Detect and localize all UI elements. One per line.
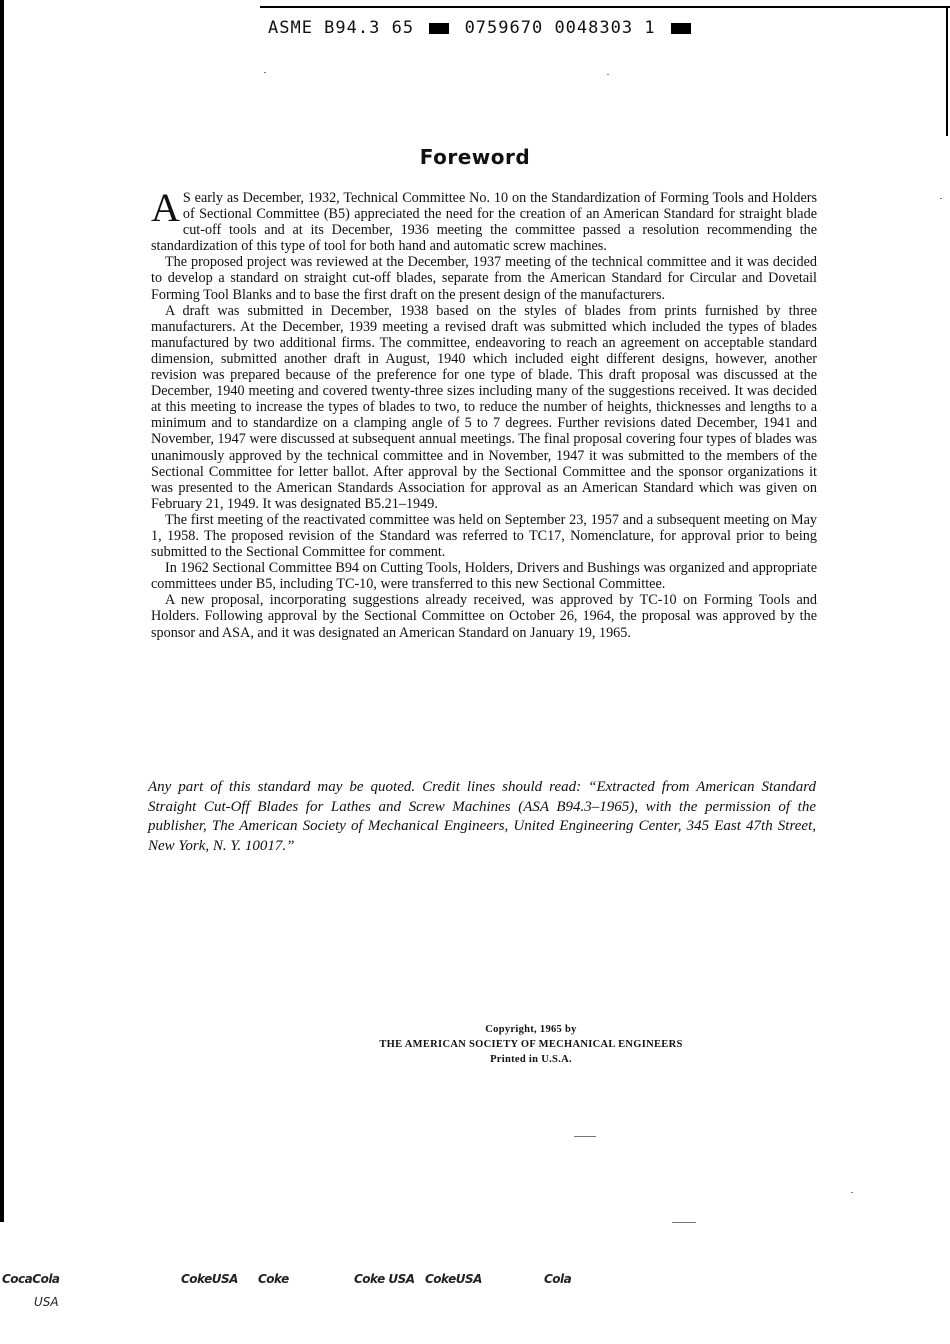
scan-right-rule xyxy=(946,6,948,136)
watermark-item: Cola xyxy=(544,1272,572,1286)
copyright-block xyxy=(250,1022,812,1067)
copyright-line: Copyright, 1965 by xyxy=(485,1024,577,1035)
drop-cap: A xyxy=(151,185,180,230)
document-code-header xyxy=(268,18,695,38)
paragraph-1-text: S early as December, 1932, Technical Committee No. 10 on the Standardization of Forming Tools and Holders of Sectional Committee (B5) appreciated the need for the creation of an American Standard for straight blade cut-off tools and at its December, 1936 meeting the committee passed a resolution recommending the standardization of this type of tool for both hand and automatic screw machines. xyxy=(151,190,817,255)
printed-line: Printed in U.S.A. xyxy=(490,1054,572,1065)
paragraph-4: The first meeting of the reactivated committee was held on September 23, 1957 and a subsequent meeting on May 1, 1958. The proposed revision of the Standard was referred to TC17, Nomenclature, for approval prior to being submitted to the Sectional Committee for comment. xyxy=(151,511,817,561)
watermark-item: CokeUSA xyxy=(425,1272,482,1286)
header-code-part2: 0759670 0048303 1 xyxy=(464,18,656,38)
header-code-part1: ASME B94.3 65 xyxy=(268,18,415,38)
quotation-permission-note: Any part of this standard may be quoted. Credit lines should read: “Extracted from American Standard Straight Cut-Off Blades for Lathes and Screw Machines (ASA B94.3–1965), with the permission of the publisher, The American Society of Mechanical Engineers, United Engineering Center, 345 East 47th Street, New York, N. Y. 10017.” xyxy=(148,779,816,854)
paragraph-2: The proposed project was reviewed at the December, 1937 meeting of the technical committee and it was decided to develop a standard on straight cut-off blades, separate from the American Standard for Circular and Dovetail Forming Tool Blanks and to base the first draft on the present design of the manufacturers. xyxy=(151,254,817,303)
black-block-mark-end xyxy=(671,23,691,34)
foreword-body xyxy=(151,185,817,641)
page-title: Foreword xyxy=(419,145,531,169)
scan-speck xyxy=(672,1222,696,1223)
publisher-line: THE AMERICAN SOCIETY OF MECHANICAL ENGINEERS xyxy=(379,1039,683,1050)
scan-speck xyxy=(940,198,942,199)
scan-speck xyxy=(574,1136,596,1137)
paragraph-6: A new proposal, incorporating suggestions already received, was approved by TC-10 on Forming Tools and Holders. Following approval by the Sectional Committee on October 26, 1964, the proposal was approved by the sponsor and ASA, and it was designated an American Standard on January 19, 1965. xyxy=(151,592,817,641)
scan-speck xyxy=(264,72,266,73)
watermark-usa: USA xyxy=(34,1295,59,1309)
scan-speck xyxy=(851,1192,853,1193)
watermark-item: CokeUSA xyxy=(181,1272,238,1286)
scan-left-edge xyxy=(0,0,4,1222)
scan-speck xyxy=(607,74,609,75)
watermark-item: Coke USA xyxy=(354,1272,415,1286)
paragraph-1 xyxy=(151,185,817,255)
watermark-item: Coke xyxy=(258,1272,289,1286)
scan-top-rule xyxy=(260,6,950,8)
paragraph-5: In 1962 Sectional Committee B94 on Cutting Tools, Holders, Drivers and Bushings was organized and appropriate committees under B5, including TC-10, were transferred to this new Sectional Committee. xyxy=(151,560,817,593)
black-block-mark xyxy=(429,23,449,34)
watermark-item: CocaCola xyxy=(2,1272,60,1286)
paragraph-3: A draft was submitted in December, 1938 based on the styles of blades from prints furnished by three manufacturers. At the December, 1939 meeting a revised draft was submitted which included the types of blades manufactured by two additional firms. The committee, endeavoring to reach an agreement on acceptable standard dimension, submitted another draft in August, 1940 which included eight different designs, however, another revision was prepared because of the preference for one type of blade. This draft proposal was discussed at the December, 1940 meeting and covered twenty-three sizes including many of the suggestions received. It was decided at this meeting to increase the types of blades to two, to reduce the number of heights, thicknesses and lengths to a minimum and to standardize on a clamping angle of 5 to 7 degrees. Further revisions dated December, 1941 and November, 1947 were discussed at subsequent annual meetings. The final proposal covering four types of blades was unanimously approved by the technical committee and in November, 1947 it was submitted to the members of the Sectional Committee for letter ballot. After approval by the Sectional Committee and the sponsor organizations it was presented to the American Standards Association for approval as an American Standard which was given on February 21, 1949. It was designated B5.21–1949. xyxy=(151,302,817,512)
